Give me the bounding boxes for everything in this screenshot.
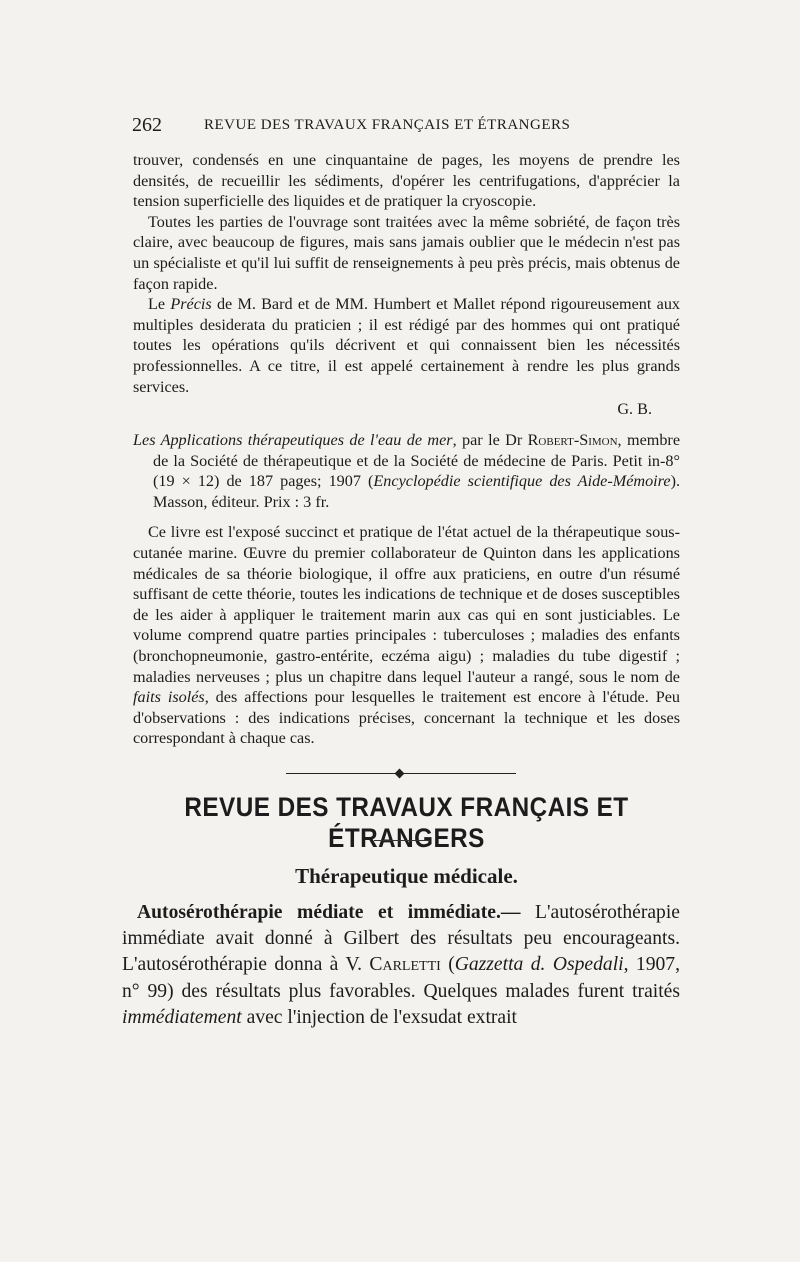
- word-le: Le: [148, 295, 166, 314]
- entry-by: , par le Dr: [452, 431, 523, 449]
- article-author: Carletti: [369, 954, 441, 976]
- emphasis-word: immédiatement: [122, 1006, 242, 1028]
- review-paragraph: [133, 294, 680, 397]
- book-entry: [133, 430, 680, 512]
- article-text: [122, 900, 680, 1031]
- article-text-part: L'autosérothérapie immédiate avait donné à Gilbert des résultats peu encourageants. L'autosérothérapie donna à V.: [122, 902, 680, 976]
- section-subheading: Thérapeutique médicale.: [295, 864, 518, 888]
- article-text-part: avec l'injection de l'exsudat extrait: [241, 1006, 517, 1028]
- diamond-icon: [395, 769, 405, 779]
- review-body: [133, 522, 680, 749]
- section-title: REVUE DES TRAVAUX FRANÇAIS ET ÉTRANGERS: [184, 792, 629, 853]
- article-text-part: , 1907, n° 99) des résultats plus favorables. Quelques malades furent traités: [122, 954, 680, 1002]
- entry-publisher: ). Masson, éditeur. Prix : 3 fr.: [153, 472, 681, 511]
- article-text-part: (: [440, 954, 455, 976]
- article-paragraph: [122, 900, 680, 1031]
- journal-title: Gazzetta d. Ospedali: [454, 954, 624, 976]
- article-heading: Autosérothérapie médiate et immédiate.—: [137, 902, 521, 923]
- book-title: Les Applications thérapeutiques de l'eau de mer: [133, 431, 453, 449]
- book-author: Robert-Simon: [527, 431, 618, 449]
- paragraph-text: de M. Bard et de MM. Humbert et Mallet répond rigoureusement aux multiples desiderata du praticien ; il est rédigé par des hommes qui ont pratiqué toutes les opérations qu'ils décrivent et qui connaissent bien les nécessités professionnelles. A ce titre, il est appelé certainement à rendre les plus grands services.: [133, 295, 681, 396]
- ornament-divider: [286, 770, 516, 778]
- body-text: Ce livre est l'exposé succinct et pratique de l'état actuel de la thérapeutique sous-cutanée marine. Œuvre du premier collaborateur de Quinton dans les applications médicales de sa théorie biologique, il offre aux praticiens, en outre d'un résumé suffisant de cette théorie, toutes les indications de technique et de doses susceptibles de les aider à appliquer le traitement marin aux cas qui en sont justiciables. Le volume comprend quatre parties principales : tuberculoses ; maladies des enfants (bronchopneumonie, gastro-entérite, eczéma aigu) ; maladies du tube digestif ; maladies nerveuses ; plus un chapitre dans lequel l'auteur a rangé, sous le nom de: [133, 523, 680, 686]
- page-header: [132, 114, 680, 138]
- running-title: REVUE DES TRAVAUX FRANÇAIS ET ÉTRANGERS: [204, 117, 571, 133]
- body-italic: faits isolés: [133, 688, 205, 707]
- first-review: [133, 150, 680, 420]
- review-paragraph: trouver, condensés en une cinquantaine de pages, les moyens de prendre les densités, de recueillir les sédiments, d'opérer les centrifugations, d'apprécier la tension superficielle des liquides et de pratiquer la cryoscopie.: [133, 151, 680, 211]
- second-review: [133, 430, 680, 749]
- review-paragraph: Toutes les parties de l'ouvrage sont traitées avec la même sobriété, de façon très claire, avec beaucoup de figures, mais sans jamais oublier que le médecin n'est pas un spécialiste et qu'il lui suffit de renseignements à peu près précis, mais obtenus de façon rapide.: [133, 212, 680, 293]
- precis-title: Précis: [170, 295, 212, 314]
- review-signature: G. B.: [617, 400, 652, 419]
- page-number: 262: [132, 114, 162, 136]
- book-series: Encyclopédie scientifique des Aide-Mémoire: [373, 472, 671, 491]
- entry-affiliation: , membre de la Société de thérapeutique et de la Société de médecine de Paris. Petit in-8° (19 × 12) de 187 pages; 1907 (: [153, 431, 681, 491]
- short-rule: [374, 840, 430, 841]
- body-text: , des affections pour lesquelles le traitement est encore à l'étude. Peu d'observations : des indications précises, concernant la technique et les doses correspondant à chaque cas.: [133, 688, 680, 748]
